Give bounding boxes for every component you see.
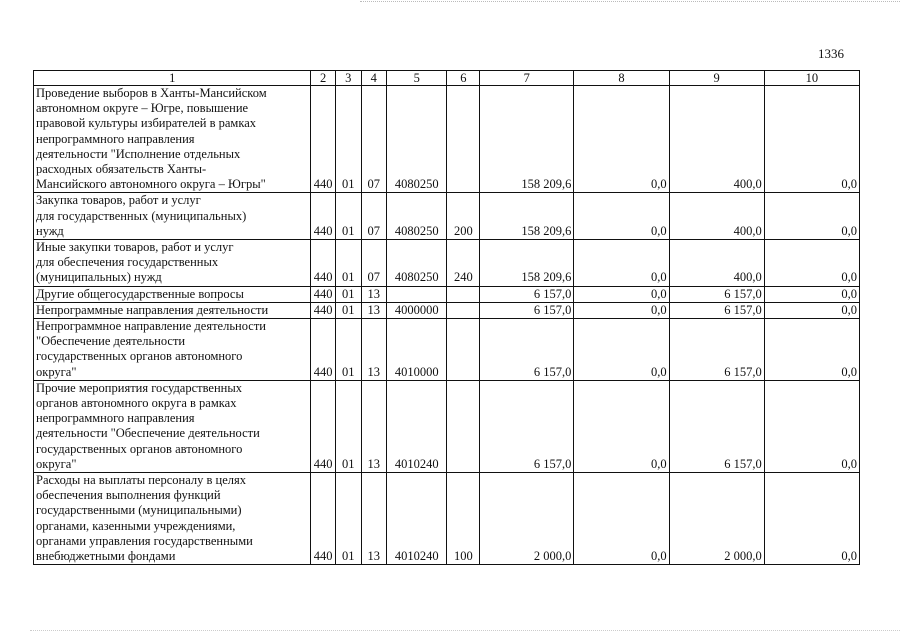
table-row	[34, 193, 860, 240]
cell-col-5: 4010240	[387, 380, 447, 472]
cell-col-2: 440	[311, 302, 336, 318]
col-header-9: 9	[669, 71, 764, 86]
cell-col-5	[387, 286, 447, 302]
cell-col-9: 6 157,0	[669, 380, 764, 472]
cell-col-7: 158 209,6	[480, 193, 574, 240]
cell-col-7: 6 157,0	[480, 286, 574, 302]
cell-col-4: 07	[361, 86, 387, 193]
cell-col-3: 01	[335, 473, 361, 565]
cell-col-9: 2 000,0	[669, 473, 764, 565]
cell-col-6	[447, 86, 480, 193]
row-name-line: Расходы на выплаты персоналу в целях	[36, 473, 246, 488]
cell-col-9: 6 157,0	[669, 302, 764, 318]
cell-col-2: 440	[311, 380, 336, 472]
cell-col-7: 2 000,0	[480, 473, 574, 565]
cell-col-7: 158 209,6	[480, 86, 574, 193]
cell-col-10: 0,0	[764, 319, 859, 381]
row-name-line: непрограммного направления	[36, 411, 195, 426]
row-name-line: Проведение выборов в Ханты-Мансийском	[36, 86, 267, 100]
row-name-line: органами управления государственными	[36, 533, 253, 548]
cell-col-10: 0,0	[764, 473, 859, 565]
cell-col-2: 440	[311, 473, 336, 565]
cell-col-4: 07	[361, 240, 387, 287]
cell-col-3: 01	[335, 286, 361, 302]
cell-col-6	[447, 302, 480, 318]
row-name-line: органами, казенными учреждениями,	[36, 518, 236, 533]
cell-col-2: 440	[311, 193, 336, 240]
cell-col-9: 400,0	[669, 240, 764, 287]
row-name-line: государственными (муниципальными)	[36, 503, 242, 518]
cell-col-5: 4010000	[387, 319, 447, 381]
cell-col-3: 01	[335, 86, 361, 193]
row-name-line: Непрограммное направление деятельности	[36, 319, 266, 334]
col-header-3: 3	[335, 71, 361, 86]
cell-col-6	[447, 286, 480, 302]
table-row	[34, 286, 860, 302]
row-name-line: государственных органов автономного	[36, 441, 243, 456]
row-name-cell	[34, 86, 311, 193]
cell-col-10: 0,0	[764, 193, 859, 240]
cell-col-5: 4080250	[387, 86, 447, 193]
cell-col-9: 400,0	[669, 86, 764, 193]
cell-col-8: 0,0	[574, 302, 669, 318]
cell-col-9: 6 157,0	[669, 286, 764, 302]
row-name-cell	[34, 286, 311, 302]
col-header-6: 6	[447, 71, 480, 86]
cell-col-8: 0,0	[574, 286, 669, 302]
header-row	[34, 71, 860, 86]
table-row	[34, 380, 860, 472]
row-name-line: расходных обязательств Ханты-	[36, 162, 207, 177]
row-name-line: Другие общегосударственные вопросы	[36, 286, 244, 301]
row-name-line: (муниципальных) нужд	[36, 270, 162, 285]
table-row	[34, 86, 860, 193]
col-header-5: 5	[387, 71, 447, 86]
table-row	[34, 319, 860, 381]
row-name-line: Иные закупки товаров, работ и услуг	[36, 240, 234, 255]
row-name-line: обеспечения выполнения функций	[36, 488, 221, 503]
cell-col-3: 01	[335, 240, 361, 287]
cell-col-10: 0,0	[764, 302, 859, 318]
row-name-line: государственных органов автономного	[36, 349, 243, 364]
row-name-line: Мансийского автономного округа – Югры"	[36, 177, 266, 192]
page-number: 1336	[818, 46, 844, 61]
cell-col-10: 0,0	[764, 286, 859, 302]
cell-col-7: 6 157,0	[480, 380, 574, 472]
row-name-cell	[34, 473, 311, 565]
cell-col-7: 6 157,0	[480, 302, 574, 318]
cell-col-6: 200	[447, 193, 480, 240]
col-header-8: 8	[574, 71, 669, 86]
cell-col-6: 240	[447, 240, 480, 287]
col-header-2: 2	[311, 71, 336, 86]
cell-col-3: 01	[335, 380, 361, 472]
cell-col-7: 158 209,6	[480, 240, 574, 287]
cell-col-8: 0,0	[574, 240, 669, 287]
cell-col-10: 0,0	[764, 380, 859, 472]
row-name-line: Непрограммные направления деятельности	[36, 302, 269, 317]
cell-col-5: 4010240	[387, 473, 447, 565]
col-header-10: 10	[764, 71, 859, 86]
cell-col-8: 0,0	[574, 193, 669, 240]
row-name-line: деятельности "Исполнение отдельных	[36, 146, 241, 161]
scan-artifact-bottom	[30, 630, 900, 633]
row-name-line: деятельности "Обеспечение деятельности	[36, 426, 260, 441]
table-row	[34, 473, 860, 565]
row-name-cell	[34, 302, 311, 318]
cell-col-6: 100	[447, 473, 480, 565]
cell-col-4: 13	[361, 319, 387, 381]
cell-col-2: 440	[311, 86, 336, 193]
row-name-line: "Обеспечение деятельности	[36, 334, 186, 349]
row-name-line: округа"	[36, 364, 77, 379]
col-header-1: 1	[34, 71, 311, 86]
row-name-cell	[34, 240, 311, 287]
row-name-cell	[34, 319, 311, 381]
row-name-line: правовой культуры избирателей в рамках	[36, 116, 256, 131]
cell-col-3: 01	[335, 319, 361, 381]
cell-col-5: 4000000	[387, 302, 447, 318]
cell-col-9: 6 157,0	[669, 319, 764, 381]
cell-col-9: 400,0	[669, 193, 764, 240]
row-name-line: Прочие мероприятия государственных	[36, 380, 243, 395]
row-name-line: внебюджетными фондами	[36, 549, 176, 564]
cell-col-4: 13	[361, 286, 387, 302]
table-row	[34, 302, 860, 318]
cell-col-3: 01	[335, 193, 361, 240]
cell-col-8: 0,0	[574, 319, 669, 381]
table-row	[34, 240, 860, 287]
cell-col-4: 13	[361, 473, 387, 565]
cell-col-7: 6 157,0	[480, 319, 574, 381]
cell-col-10: 0,0	[764, 240, 859, 287]
row-name-cell	[34, 193, 311, 240]
cell-col-6	[447, 380, 480, 472]
row-name-line: нужд	[36, 223, 64, 238]
cell-col-6	[447, 319, 480, 381]
cell-col-2: 440	[311, 319, 336, 381]
scan-artifact-top	[360, 1, 900, 4]
row-name-line: Закупка товаров, работ и услуг	[36, 193, 201, 208]
cell-col-10: 0,0	[764, 86, 859, 193]
cell-col-8: 0,0	[574, 473, 669, 565]
cell-col-4: 13	[361, 302, 387, 318]
col-header-7: 7	[480, 71, 574, 86]
cell-col-5: 4080250	[387, 240, 447, 287]
col-header-4: 4	[361, 71, 387, 86]
row-name-line: округа"	[36, 456, 77, 471]
cell-col-4: 07	[361, 193, 387, 240]
row-name-line: непрограммного направления	[36, 131, 195, 146]
cell-col-3: 01	[335, 302, 361, 318]
cell-col-4: 13	[361, 380, 387, 472]
cell-col-2: 440	[311, 286, 336, 302]
row-name-line: органов автономного округа в рамках	[36, 396, 237, 411]
table-body	[34, 86, 860, 565]
cell-col-2: 440	[311, 240, 336, 287]
row-name-line: для обеспечения государственных	[36, 255, 219, 270]
row-name-line: для государственных (муниципальных)	[36, 208, 247, 223]
row-name-cell	[34, 380, 311, 472]
row-name-line: автономном округе – Югре, повышение	[36, 101, 249, 116]
budget-table	[33, 70, 860, 565]
cell-col-8: 0,0	[574, 380, 669, 472]
cell-col-5: 4080250	[387, 193, 447, 240]
cell-col-8: 0,0	[574, 86, 669, 193]
